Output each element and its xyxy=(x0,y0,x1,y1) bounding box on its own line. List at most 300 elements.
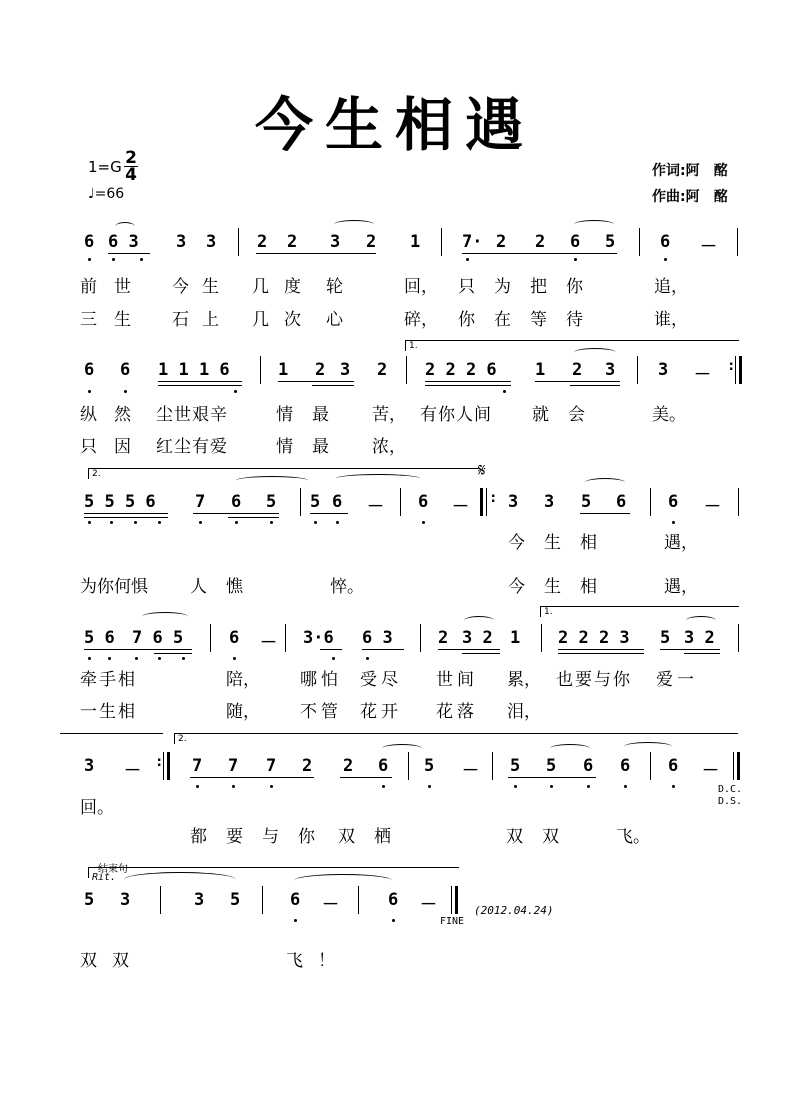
note: 2 xyxy=(438,628,449,648)
note: 2 xyxy=(343,756,354,776)
octave-dot xyxy=(503,390,506,393)
final-barline xyxy=(455,886,458,914)
note: 1 xyxy=(510,628,521,648)
barline xyxy=(441,228,442,256)
lyric: 最 xyxy=(312,437,329,457)
lyric: 次 xyxy=(284,310,301,330)
note: 7 xyxy=(266,756,277,776)
octave-dot xyxy=(232,785,235,788)
underline xyxy=(580,513,630,514)
barline xyxy=(541,624,542,652)
lyric: 陪， xyxy=(226,670,260,690)
lyric: 然 xyxy=(114,405,131,425)
octave-dot xyxy=(550,785,553,788)
barline xyxy=(486,488,487,516)
lyric: 几 xyxy=(252,277,269,297)
lyric: 浓， xyxy=(372,437,406,457)
note: 3 xyxy=(194,890,205,910)
lyric: 最 xyxy=(312,405,329,425)
lyric: 世间 xyxy=(436,670,478,690)
octave-dot xyxy=(624,785,627,788)
note: 2 xyxy=(377,360,388,380)
note: － xyxy=(452,497,469,517)
barline xyxy=(738,488,739,516)
note: 3 xyxy=(176,232,187,252)
underline xyxy=(535,381,620,382)
lyric: 憔 xyxy=(226,577,243,597)
lyric: 尘世艰辛 xyxy=(156,405,228,425)
repeat-dots: : xyxy=(489,490,498,506)
fine-mark: FINE xyxy=(440,916,465,927)
slur xyxy=(550,744,590,753)
lyric: 红尘有爱 xyxy=(156,437,228,457)
composer-credit: 作曲:阿 酩 xyxy=(652,189,728,205)
octave-dot xyxy=(158,657,161,660)
lyric: 今 xyxy=(172,277,189,297)
lyric: 就 xyxy=(532,405,549,425)
slur xyxy=(124,872,236,887)
octave-dot xyxy=(110,521,113,524)
barline xyxy=(650,752,651,780)
note: 6 xyxy=(290,890,301,910)
note: 6 xyxy=(120,360,131,380)
underline xyxy=(438,649,500,650)
volta-bracket-end xyxy=(60,733,163,744)
octave-dot xyxy=(672,521,675,524)
note: 3 xyxy=(330,232,341,252)
repeat-dots: : xyxy=(727,358,736,374)
final-barline xyxy=(737,752,740,780)
lyric: 都 xyxy=(190,827,207,847)
note: 5 xyxy=(510,756,521,776)
time-signature: 2 4 xyxy=(125,148,137,185)
note: 6 xyxy=(378,756,389,776)
barline xyxy=(260,356,261,384)
lyric: 上 xyxy=(202,310,219,330)
slur xyxy=(382,744,422,753)
underline xyxy=(312,385,354,386)
barline xyxy=(639,228,640,256)
note: 1 xyxy=(410,232,421,252)
note: 5 6 xyxy=(84,628,115,648)
note: 5 xyxy=(266,492,277,512)
barline xyxy=(358,886,359,914)
note: 5 xyxy=(310,492,321,512)
octave-dot xyxy=(270,521,273,524)
key-signature: 1=G xyxy=(88,158,122,176)
note: 6 xyxy=(668,492,679,512)
lyric: 谁， xyxy=(654,310,688,330)
lyric: 追， xyxy=(654,277,688,297)
lyric: 生 xyxy=(544,533,561,553)
lyric: 心 xyxy=(326,310,343,330)
underline xyxy=(320,649,342,650)
lyric: 石 xyxy=(172,310,189,330)
lyric: 相 xyxy=(580,533,597,553)
note: － xyxy=(367,497,384,517)
barline xyxy=(210,624,211,652)
lyric: 情 xyxy=(276,405,293,425)
lyric: 苦， xyxy=(372,405,406,425)
slur xyxy=(115,222,135,231)
slur xyxy=(585,478,625,487)
note: 1 xyxy=(535,360,546,380)
lyricist-credit: 作词:阿 酩 xyxy=(652,163,728,179)
note: 5 xyxy=(230,890,241,910)
lyric: 受尽 xyxy=(360,670,402,690)
song-title: 今生相遇 xyxy=(254,91,535,159)
lyric: 人 xyxy=(190,577,207,597)
note: 7 6 5 xyxy=(132,628,184,648)
slur xyxy=(142,612,188,621)
lyric: 爱一 xyxy=(656,670,698,690)
slur xyxy=(236,476,308,485)
note: 3 xyxy=(340,360,351,380)
lyric: 双 xyxy=(542,827,559,847)
lyric: 栖 xyxy=(374,827,391,847)
barline xyxy=(163,752,164,780)
lyric: 把 xyxy=(530,277,547,297)
octave-dot xyxy=(88,390,91,393)
barline xyxy=(400,488,401,516)
lyric: 三 xyxy=(80,310,97,330)
octave-dot xyxy=(158,521,161,524)
volta-bracket: 2. xyxy=(174,733,738,744)
lyric: 在 xyxy=(494,310,511,330)
note: 6 3 xyxy=(108,232,139,252)
note: － xyxy=(420,895,437,915)
octave-dot xyxy=(270,785,273,788)
ritardando-mark: Rit. xyxy=(92,872,117,883)
note: 5 xyxy=(660,628,671,648)
note: 7 xyxy=(192,756,203,776)
note: 6 xyxy=(332,492,343,512)
note: 6 xyxy=(84,360,95,380)
octave-dot xyxy=(574,258,577,261)
note: 2 xyxy=(287,232,298,252)
note: 6 xyxy=(583,756,594,776)
octave-dot xyxy=(140,258,143,261)
note: 1 1 1 6 xyxy=(158,360,230,380)
lyric: 碎， xyxy=(404,310,438,330)
note: 2 2 2 6 xyxy=(425,360,497,380)
note: 3 xyxy=(605,360,616,380)
lyric: 你 xyxy=(458,310,475,330)
lyric: 等 xyxy=(530,310,547,330)
lyric: 有你人间 xyxy=(420,405,492,425)
note: 3 2 xyxy=(462,628,493,648)
note: － xyxy=(702,761,719,781)
octave-dot xyxy=(336,521,339,524)
barline xyxy=(262,886,263,914)
barline xyxy=(637,356,638,384)
lyric: 花落 xyxy=(436,702,478,722)
lyric: 相 xyxy=(580,577,597,597)
lyric: 泪， xyxy=(507,702,541,722)
lyric: 不管 xyxy=(300,702,342,722)
lyric: 双 xyxy=(338,827,355,847)
slur xyxy=(336,474,420,483)
note: 7 xyxy=(228,756,239,776)
barline xyxy=(300,488,301,516)
note: 2 xyxy=(535,232,546,252)
barline xyxy=(160,886,161,914)
note: － xyxy=(260,633,277,653)
octave-dot xyxy=(134,521,137,524)
lyric: 会 xyxy=(568,405,585,425)
barline xyxy=(420,624,421,652)
lyric: 一生相 xyxy=(80,702,137,722)
note: 7· xyxy=(462,232,483,252)
underline xyxy=(158,381,242,382)
lyric: 与 xyxy=(262,827,279,847)
underline xyxy=(684,653,720,654)
tempo-marking: ♩=66 xyxy=(88,186,125,202)
underline xyxy=(84,649,192,650)
barline xyxy=(238,228,239,256)
lyric: 今 xyxy=(508,577,525,597)
note: 6 xyxy=(616,492,627,512)
lyric: 要 xyxy=(226,827,243,847)
barline xyxy=(737,228,738,256)
note: 3 xyxy=(120,890,131,910)
lyric: 牵手相 xyxy=(80,670,137,690)
note: 6 xyxy=(84,232,95,252)
underline xyxy=(558,653,644,654)
octave-dot xyxy=(428,785,431,788)
note: 6 xyxy=(668,756,679,776)
octave-dot xyxy=(422,521,425,524)
lyric: 几 xyxy=(252,310,269,330)
underline xyxy=(256,253,376,254)
lyric: 前 xyxy=(80,277,97,297)
repeat-end-barline xyxy=(167,752,170,780)
note: 3 xyxy=(206,232,217,252)
lyric: 今 xyxy=(508,533,525,553)
underline xyxy=(228,517,279,518)
volta-bracket: 2. xyxy=(88,468,479,479)
note: 5 xyxy=(84,890,95,910)
octave-dot xyxy=(196,785,199,788)
note: 2 xyxy=(572,360,583,380)
note: － xyxy=(694,365,711,385)
lyric: 生 xyxy=(544,577,561,597)
underline xyxy=(84,517,168,518)
lyric: 也要与你 xyxy=(556,670,632,690)
slur xyxy=(574,348,616,357)
slur xyxy=(294,874,392,887)
octave-dot xyxy=(88,521,91,524)
lyric: 美。 xyxy=(652,405,686,425)
barline xyxy=(738,624,739,652)
barline xyxy=(285,624,286,652)
underline xyxy=(310,513,348,514)
note: 5 xyxy=(581,492,592,512)
underline xyxy=(278,381,354,382)
underline xyxy=(570,385,620,386)
lyric: 情 xyxy=(276,437,293,457)
underline xyxy=(660,649,720,650)
note: 2 xyxy=(302,756,313,776)
slur xyxy=(624,742,672,751)
note: 2 xyxy=(257,232,268,252)
lyric: 你 xyxy=(566,277,583,297)
lyric: 飞。 xyxy=(616,827,650,847)
octave-dot xyxy=(332,657,335,660)
octave-dot xyxy=(199,521,202,524)
underline xyxy=(193,513,279,514)
note: 2 xyxy=(496,232,507,252)
note: 3·6 xyxy=(303,628,334,648)
octave-dot xyxy=(234,390,237,393)
octave-dot xyxy=(88,657,91,660)
slur xyxy=(686,616,716,625)
lyric: 生 xyxy=(114,310,131,330)
barline xyxy=(733,752,734,780)
underline xyxy=(462,653,500,654)
lyric: 生 xyxy=(202,277,219,297)
lyric: 飞 xyxy=(286,951,303,971)
lyric: 累， xyxy=(507,670,541,690)
slur xyxy=(464,616,494,625)
lyric: 双 xyxy=(112,951,129,971)
repeat-dots: : xyxy=(155,754,164,770)
ending-label: 结束句 xyxy=(98,864,128,875)
note: 3 xyxy=(544,492,555,512)
note: 6 xyxy=(418,492,429,512)
dal-segno-mark: D.S. xyxy=(718,796,743,807)
note: 5 5 5 6 xyxy=(84,492,156,512)
note: 5 xyxy=(546,756,557,776)
note: 6 xyxy=(388,890,399,910)
barline xyxy=(492,752,493,780)
barline xyxy=(408,752,409,780)
repeat-end-barline xyxy=(739,356,742,384)
octave-dot xyxy=(108,657,111,660)
note: 6 xyxy=(229,628,240,648)
lyric: 纵 xyxy=(80,405,97,425)
underline xyxy=(425,385,511,386)
lyric: 遇， xyxy=(664,577,698,597)
lyric: 轮 xyxy=(326,277,343,297)
volta-bracket: 1. xyxy=(405,340,739,351)
lyric: 回。 xyxy=(80,798,114,818)
lyric: 花开 xyxy=(360,702,402,722)
note: 3 xyxy=(84,756,95,776)
lyric: 双 xyxy=(506,827,523,847)
underline xyxy=(425,381,511,382)
note: 1 xyxy=(278,360,289,380)
note: 6 3 xyxy=(362,628,393,648)
underline xyxy=(158,385,242,386)
lyric: 度 xyxy=(284,277,301,297)
lyric: 只 xyxy=(458,277,475,297)
octave-dot xyxy=(664,258,667,261)
underline xyxy=(462,253,617,254)
underline xyxy=(558,649,644,650)
note: 2 xyxy=(315,360,326,380)
note: － xyxy=(700,237,717,257)
note: 6 xyxy=(570,232,581,252)
note: 5 xyxy=(424,756,435,776)
barline xyxy=(406,356,407,384)
note: － xyxy=(704,497,721,517)
barline xyxy=(650,488,651,516)
repeat-start-barline xyxy=(480,488,483,516)
note: － xyxy=(462,761,479,781)
segno-icon: 𝄋 xyxy=(478,460,486,481)
octave-dot xyxy=(135,657,138,660)
note: 6 xyxy=(231,492,242,512)
volta-bracket: 1. xyxy=(540,606,739,617)
lyric: 哪怕 xyxy=(300,670,342,690)
octave-dot xyxy=(392,919,395,922)
note: － xyxy=(124,761,141,781)
octave-dot xyxy=(235,521,238,524)
underline xyxy=(108,253,150,254)
octave-dot xyxy=(587,785,590,788)
lyric: 悴。 xyxy=(330,577,364,597)
octave-dot xyxy=(294,919,297,922)
slur xyxy=(334,220,374,229)
octave-dot xyxy=(182,657,185,660)
note: 3 xyxy=(658,360,669,380)
octave-dot xyxy=(314,521,317,524)
barline xyxy=(451,886,452,914)
barline xyxy=(735,356,736,384)
underline xyxy=(154,653,192,654)
underline xyxy=(362,649,404,650)
underline xyxy=(190,777,314,778)
octave-dot xyxy=(466,258,469,261)
lyric: 随， xyxy=(226,702,260,722)
note: 6 xyxy=(620,756,631,776)
octave-dot xyxy=(382,785,385,788)
note: 6 xyxy=(660,232,671,252)
lyric: 世 xyxy=(114,277,131,297)
note: 2 xyxy=(366,232,377,252)
lyric: 只 xyxy=(80,437,97,457)
octave-dot xyxy=(112,258,115,261)
lyric: 回， xyxy=(404,277,438,297)
lyric: 待 xyxy=(566,310,583,330)
octave-dot xyxy=(233,657,236,660)
lyric: ！ xyxy=(318,951,335,971)
lyric: 双 xyxy=(80,951,97,971)
octave-dot xyxy=(124,390,127,393)
lyric: 遇， xyxy=(664,533,698,553)
lyric: 你 xyxy=(298,827,315,847)
lyric: 为 xyxy=(494,277,511,297)
octave-dot xyxy=(672,785,675,788)
lyric: 因 xyxy=(114,437,131,457)
octave-dot xyxy=(88,258,91,261)
note: － xyxy=(322,895,339,915)
note: 2 2 2 3 xyxy=(558,628,630,648)
octave-dot xyxy=(366,657,369,660)
underline xyxy=(84,513,168,514)
note: 3 2 xyxy=(684,628,715,648)
da-capo-mark: D.C. xyxy=(718,784,743,795)
slur xyxy=(574,220,614,229)
note: 7 xyxy=(195,492,206,512)
note: 5 xyxy=(605,232,616,252)
underline xyxy=(340,777,392,778)
note: 3 xyxy=(508,492,519,512)
underline xyxy=(508,777,596,778)
octave-dot xyxy=(514,785,517,788)
date-mark: (2012.04.24) xyxy=(474,904,554,917)
